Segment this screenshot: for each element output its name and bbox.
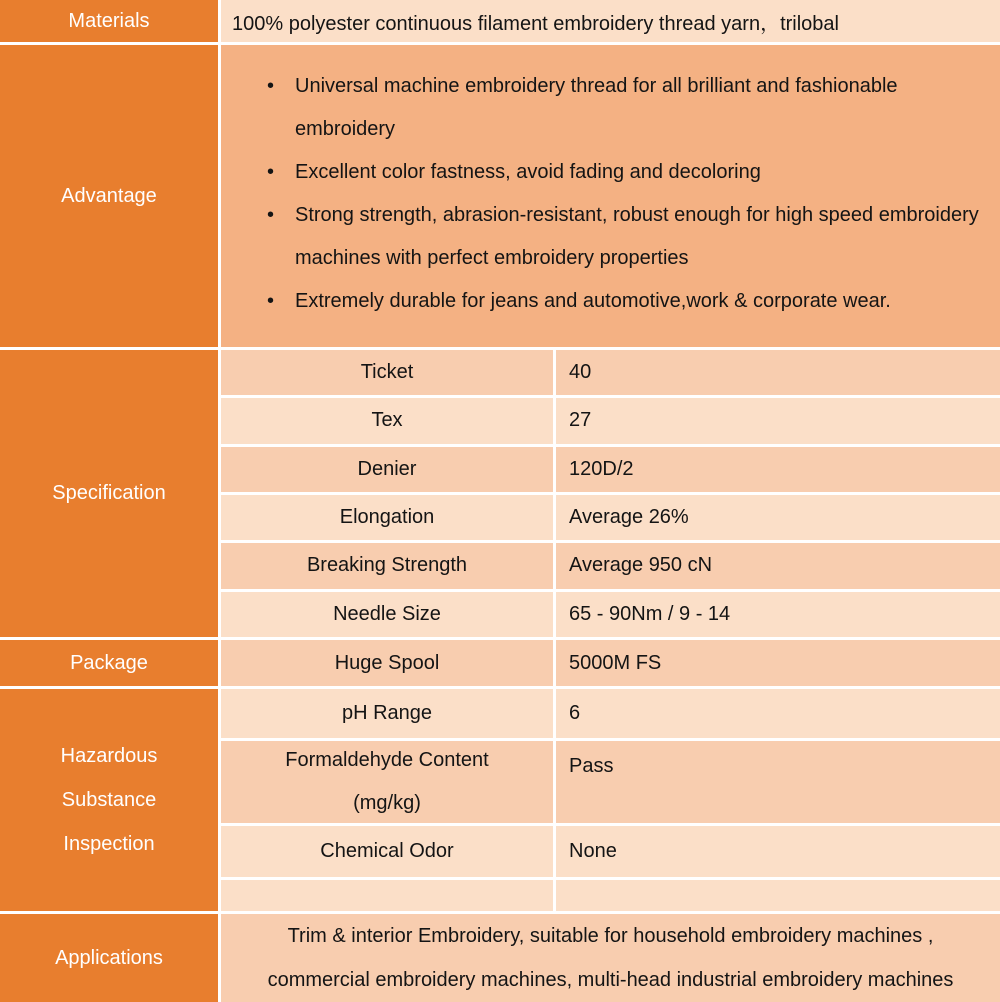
advantage-bullet-item: • Extremely durable for jeans and automotive,work & corporate wear. [265,280,980,323]
hazard-property-cell [221,826,553,877]
applications-content [221,914,1000,1002]
materials-value: 100% polyester continuous filament embroidery thread yarn，trilobal [232,12,839,35]
spec-row-ticket [221,350,1000,395]
package-content [221,640,1000,686]
spec-property: Elongation [339,506,435,529]
hazard-value-cell [556,826,1000,877]
advantage-bullet-cell [221,45,1000,347]
advantage-content [221,45,1000,347]
spec-value: Average 26% [569,506,689,529]
hazard-value: Pass [569,755,614,777]
spec-value-cell [556,350,1000,395]
package-property-cell [221,640,553,686]
package-property: Huge Spool [334,651,440,674]
spec-value-cell [556,495,1000,540]
hazard-empty-row [221,880,1000,911]
spec-property: Ticket [360,361,414,384]
advantage-label: Advantage [61,184,157,207]
hazard-row-formaldehyde-content [221,741,1000,823]
applications-header-cell [0,914,218,1002]
hazard-property-cell [221,689,553,738]
hazard-value: 6 [569,702,581,724]
hazard-property: pH Range [341,702,433,724]
advantage-bullet-item: • Strong strength, abrasion-resistant, robust enough for high speed embroidery machines with perfect embroidery properties [265,194,980,280]
spec-value-cell [556,592,1000,637]
hazard-empty-property-cell [221,880,553,911]
applications-value: Trim & interior Embroidery, suitable for household embroidery machines , commercial embroidery machines, multi-head industrial embroidery machines [267,925,954,991]
spec-property-cell [221,543,553,588]
materials-label: Materials [68,9,150,32]
applications-label: Applications [55,946,163,969]
package-label: Package [70,651,148,674]
hazardous-content [221,689,1000,911]
materials-value-cell [221,0,1000,42]
materials-header-cell [0,0,218,42]
advantage-bullet-list [221,65,1000,323]
spec-property: Needle Size [333,602,441,625]
spec-row-denier [221,447,1000,492]
spec-row-needle-size [221,592,1000,637]
spec-property: Denier [357,457,417,480]
hazard-property: Chemical Odor [320,840,454,862]
spec-property-cell [221,398,553,443]
advantage-bullet-item: • Excellent color fastness, avoid fading and decoloring [265,151,980,194]
row-hazardous-substance-inspection [0,689,1000,911]
spec-value-cell [556,398,1000,443]
spec-row-breaking-strength [221,543,1000,588]
spec-value: 120D/2 [569,457,634,480]
spec-property-cell [221,592,553,637]
spec-property-cell [221,447,553,492]
package-value: 5000M FS [569,651,662,674]
hazard-value: None [569,840,617,862]
hazard-row-chemical-odor [221,826,1000,877]
spec-row-elongation [221,495,1000,540]
hazardous-header-cell [0,689,218,911]
row-advantage [0,45,1000,347]
spec-value: 27 [569,409,592,432]
specification-content [221,350,1000,637]
package-row [221,640,1000,686]
spec-value: 65 - 90Nm / 9 - 14 [569,602,731,625]
hazard-empty-value-cell [556,880,1000,911]
spec-row-tex [221,398,1000,443]
advantage-bullet-item: • Universal machine embroidery thread for all brilliant and fashionable embroidery [265,65,980,151]
hazard-value-cell [556,689,1000,738]
spec-property: Tex [371,409,403,432]
specification-header-cell [0,350,218,637]
hazard-property: Formaldehyde Content (mg/kg) [285,749,489,814]
specification-label: Specification [52,482,166,504]
package-header-cell [0,640,218,686]
package-value-cell [556,640,1000,686]
spec-value-cell [556,447,1000,492]
row-materials [0,0,1000,42]
spec-property: Breaking Strength [306,554,468,577]
advantage-header-cell [0,45,218,347]
applications-value-cell [221,914,1000,1002]
row-applications [0,914,1000,1002]
hazardous-label: Hazardous Substance Inspection [60,745,158,855]
hazard-row-ph-range [221,689,1000,738]
spec-value: 40 [569,361,592,384]
materials-content [221,0,1000,42]
hazard-property-cell [221,741,553,823]
spec-value-cell [556,543,1000,588]
spec-property-cell [221,350,553,395]
spec-value: Average 950 cN [569,554,713,577]
row-specification [0,350,1000,637]
spec-property-cell [221,495,553,540]
hazard-value-cell [556,741,1000,823]
row-package [0,640,1000,686]
